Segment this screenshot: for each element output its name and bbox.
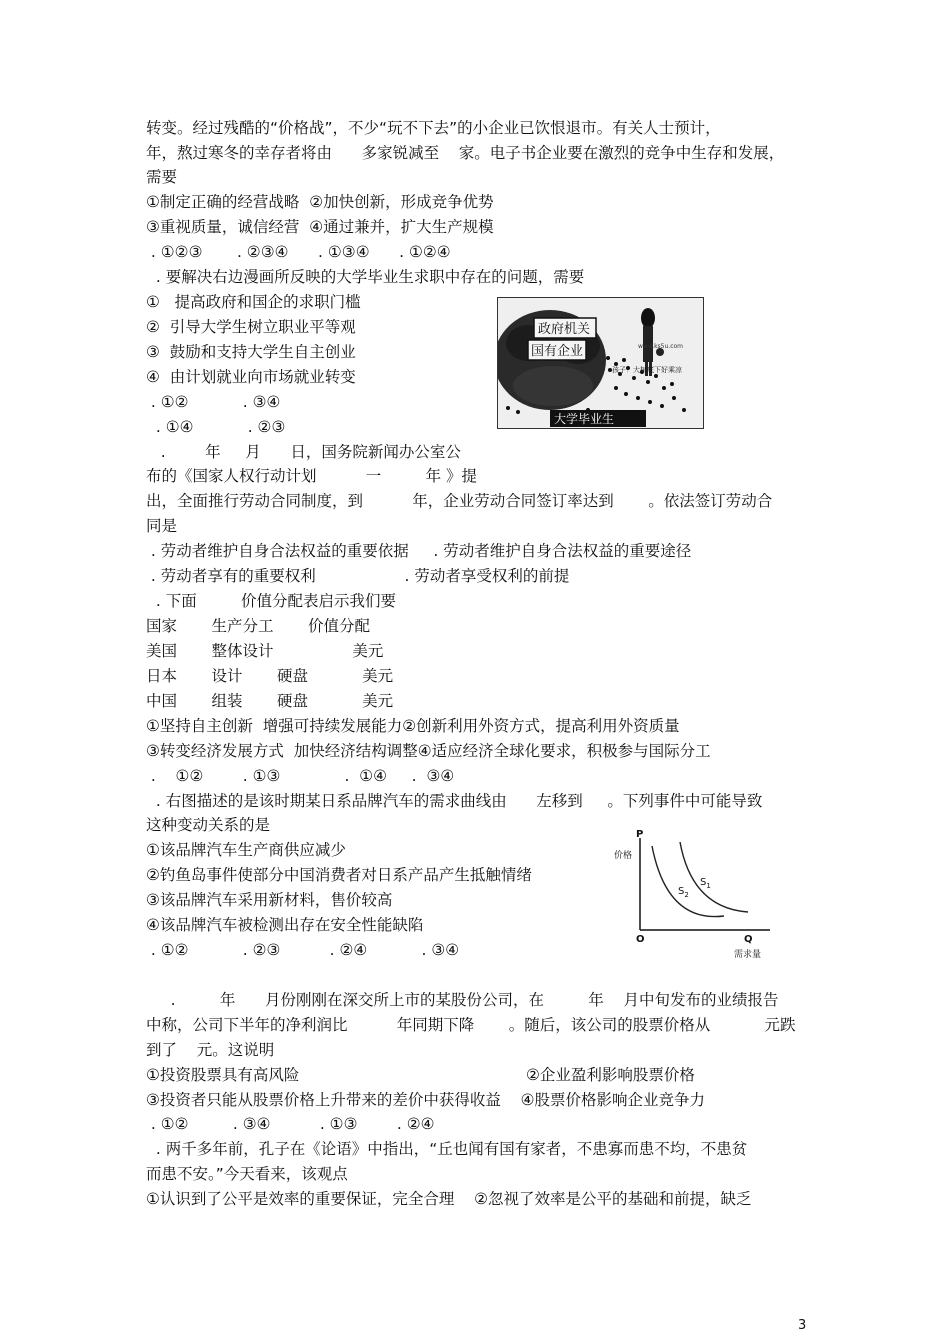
text-line: 布的《国家人权行动计划 一 年 》提 xyxy=(146,467,478,485)
curve-s2 xyxy=(652,846,724,917)
text-line: 出，全面推行劳动合同制度，到 年，企业劳动合同签订率达到 。依法签订劳动合 xyxy=(146,492,773,510)
p-axis-label: P xyxy=(636,829,644,840)
text-line: ③转变经济发展方式 加快经济结构调整④适应经济全球化要求，积极参与国际分工 xyxy=(146,742,711,760)
text-line: ② 引导大学生树立职业平等观 xyxy=(146,318,356,336)
s2-label: $S_2$ xyxy=(678,886,689,899)
text-line: . ①② . ③④ xyxy=(146,393,281,411)
text-line: ①认识到了公平是效率的重要保证，完全合理 ②忽视了效率是公平的基础和前提，缺乏 xyxy=(146,1190,752,1208)
sign-government: 政府机关 xyxy=(538,322,591,337)
text-line: 需要 xyxy=(146,168,178,186)
text-line: ①该品牌汽车生产商供应减少 xyxy=(146,841,346,859)
s1-label: $S_1$ xyxy=(700,877,711,890)
watermark-text: www.ks5u.com xyxy=(638,343,684,350)
demand-curve-drawing xyxy=(612,828,782,963)
text-line: ④ 由计划就业向市场就业转变 xyxy=(146,368,356,386)
text-line: 而患不安。”今天看来，该观点 xyxy=(146,1165,348,1183)
text-line: . 要解决右边漫画所反映的大学毕业生求职中存在的问题，需要 xyxy=(146,268,585,286)
text-line: . 劳动者维护自身合法权益的重要依据 . 劳动者维护自身合法权益的重要途径 xyxy=(146,542,692,560)
curve-s1 xyxy=(680,842,748,912)
text-line: ①投资股票具有高风险 ②企业盈利影响股票价格 xyxy=(146,1066,695,1084)
text-line: . 劳动者享有的重要权利 . 劳动者享受权利的前提 xyxy=(146,567,570,585)
text-line: ① 提高政府和国企的求职门槛 xyxy=(146,293,361,311)
quantity-label: 需求量 xyxy=(734,950,762,960)
text-line: . ①② . ③④ . ①③ . ②④ xyxy=(146,1115,435,1133)
text-line: 转变。经过残酷的“价格战”，不少“玩不下去”的小企业已饮恨退市。有关人士预计， xyxy=(146,119,721,137)
text-line: 美国 整体设计 美元 xyxy=(146,642,384,660)
cartoon-drawing xyxy=(498,298,703,428)
text-line: 同是 xyxy=(146,517,178,535)
text-line: . 右图描述的是该时期某日系品牌汽车的需求曲线由 左移到 。下列事件中可能导致 xyxy=(146,792,763,810)
page-number: 3 xyxy=(798,1318,807,1333)
text-line: ④该品牌汽车被检测出存在安全性能缺陷 xyxy=(146,916,424,934)
text-line: ①坚持自主创新 增强可持续发展能力②创新利用外资方式，提高利用外资质量 xyxy=(146,717,680,735)
text-line: . 两千多年前，孔子在《论语》中指出，“丘也闻有国有家者，不患寡而患不均，不患贫 xyxy=(146,1140,748,1158)
demand-curve-graph xyxy=(612,828,782,963)
sign-soe: 国有企业 xyxy=(531,344,584,359)
text-line: ③重视质量，诚信经营 ④通过兼并，扩大生产规模 xyxy=(146,218,494,236)
text-line: 国家 生产分工 价值分配 xyxy=(146,617,370,635)
text-line: 中称，公司下半年的净利润比 年同期下降 。随后，该公司的股票价格从 元跌 xyxy=(146,1016,796,1034)
grads-label: 大学毕业生 xyxy=(554,412,615,426)
cartoon-image xyxy=(497,297,704,429)
text-line: 中国 组装 硬盘 美元 xyxy=(146,692,394,710)
text-line: . 年 月 日，国务院新闻办公室公 xyxy=(146,443,461,461)
text-line: ③投资者只能从股票价格上升带来的差价中获得收益 ④股票价格影响企业竞争力 xyxy=(146,1091,706,1109)
text-line: 年，熬过寒冬的幸存者将由 多家锐减至 家。电子书企业要在激烈的竞争中生存和发展， xyxy=(146,144,785,162)
text-line: . ①② . ①③ . ①④ . ③④ xyxy=(146,767,455,785)
text-line: 这种变动关系的是 xyxy=(146,816,271,834)
text-line: . ①②③ . ②③④ . ①③④ . ①②④ xyxy=(146,243,451,261)
speech-text: 孩子！大树底下好乘凉 xyxy=(612,366,682,374)
text-line: 日本 设计 硬盘 美元 xyxy=(146,667,394,685)
text-line: . ①② . ②③ . ②④ . ③④ xyxy=(146,941,460,959)
text-line: . 下面 价值分配表启示我们要 xyxy=(146,592,397,610)
text-line: ③该品牌汽车采用新材料，售价较高 xyxy=(146,891,393,909)
text-line: . 年 月份刚刚在深交所上市的某股份公司，在 年 月中旬发布的业绩报告 xyxy=(146,991,779,1009)
text-line: ③ 鼓励和支持大学生自主创业 xyxy=(146,343,356,361)
text-line: 到了 元。这说明 xyxy=(146,1041,275,1059)
origin-label: O xyxy=(636,934,645,945)
q-axis-label: Q xyxy=(744,934,753,945)
text-line: ①制定正确的经营战略 ②加快创新，形成竞争优势 xyxy=(146,193,494,211)
price-label: 价格 xyxy=(614,851,633,861)
text-line: . ①④ . ②③ xyxy=(146,418,286,436)
text-line: ②钓鱼岛事件使部分中国消费者对日系产品产生抵触情绪 xyxy=(146,866,532,884)
